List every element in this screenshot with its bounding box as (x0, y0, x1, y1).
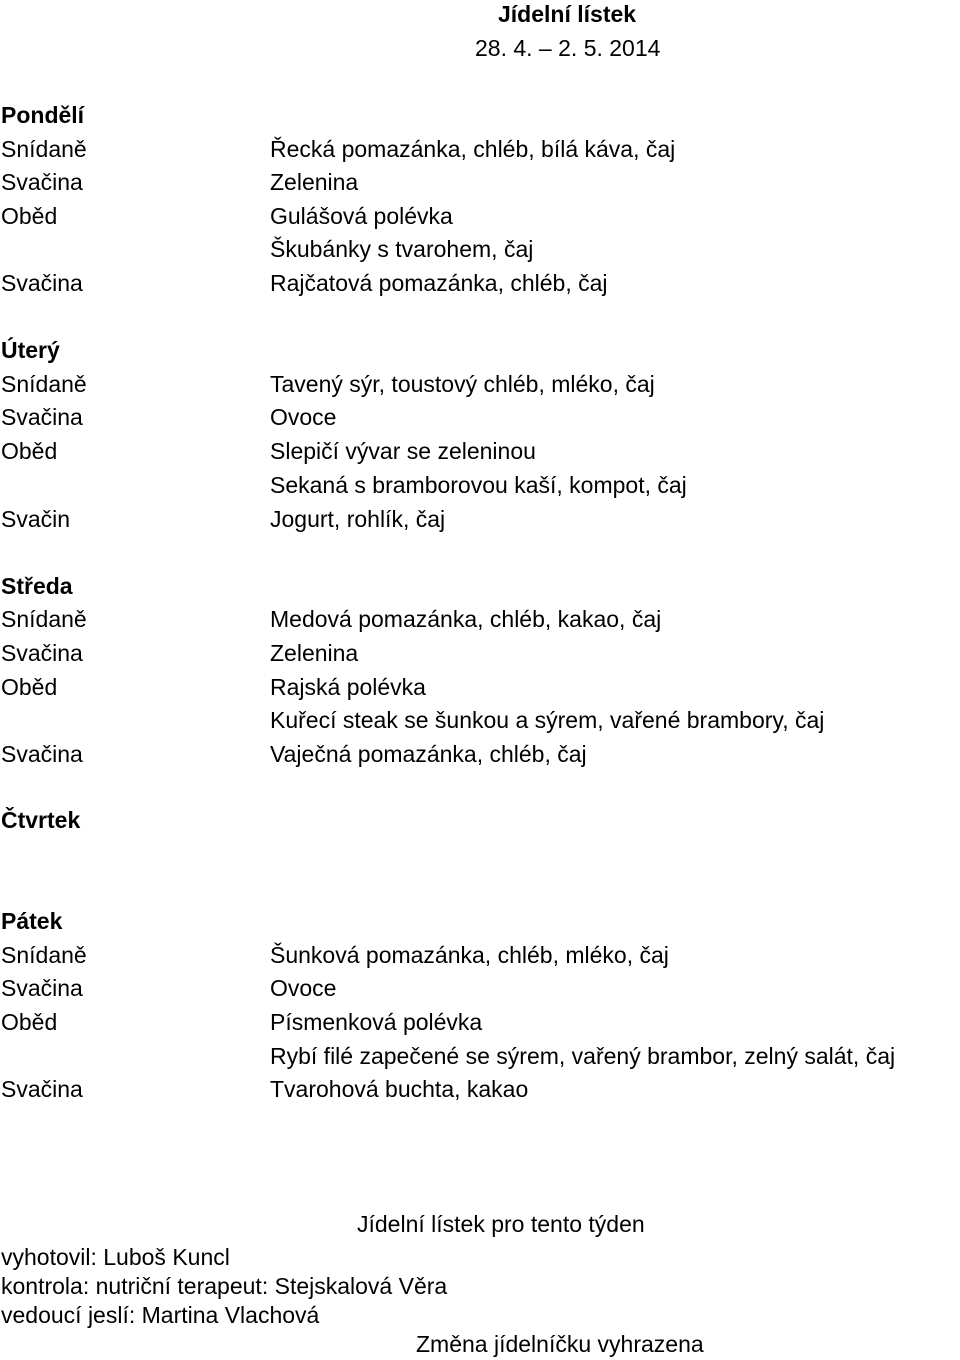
meal-label: Svačin (1, 506, 71, 532)
meal-food: Sekaná s bramborovou kaší, kompot, čaj (270, 472, 687, 498)
meal-food: Škubánky s tvarohem, čaj (270, 236, 534, 262)
checked-by: kontrola: nutriční terapeut: Stejskalová Věra (1, 1273, 448, 1299)
meal-food: Medová pomazánka, chléb, kakao, čaj (270, 606, 662, 632)
meal-label: Svačina (1, 741, 83, 767)
meal-label: Svačina (1, 640, 83, 666)
meal-food: Kuřecí steak se šunkou a sýrem, vařené brambory, čaj (270, 707, 825, 733)
meal-label: Svačina (1, 169, 83, 195)
meal-food: Ovoce (270, 404, 337, 430)
date-range: 28. 4. – 2. 5. 2014 (475, 35, 661, 61)
day-heading-thursday: Čtvrtek (1, 807, 81, 833)
meal-food: Písmenková polévka (270, 1009, 483, 1035)
meal-label: Svačina (1, 270, 83, 296)
day-heading-wednesday: Středa (1, 573, 73, 599)
manager: vedoucí jeslí: Martina Vlachová (1, 1302, 320, 1328)
footer-subtitle: Jídelní lístek pro tento týden (357, 1211, 645, 1237)
page-title: Jídelní lístek (498, 1, 637, 27)
meal-label: Svačina (1, 975, 83, 1001)
meal-label: Oběd (1, 674, 58, 700)
meal-food: Rajčatová pomazánka, chléb, čaj (270, 270, 608, 296)
meal-food: Tavený sýr, toustový chléb, mléko, čaj (270, 371, 655, 397)
meal-food: Jogurt, rohlík, čaj (270, 506, 446, 532)
meal-label: Oběd (1, 438, 58, 464)
day-heading-monday: Pondělí (1, 102, 85, 128)
meal-food: Tvarohová buchta, kakao (270, 1076, 529, 1102)
meal-label: Svačina (1, 404, 83, 430)
meal-label: Snídaně (1, 606, 87, 632)
meal-label: Oběd (1, 203, 58, 229)
meal-food: Slepičí vývar se zeleninou (270, 438, 536, 464)
meal-food: Řecká pomazánka, chléb, bílá káva, čaj (270, 136, 676, 162)
meal-label: Svačina (1, 1076, 83, 1102)
meal-food: Gulášová polévka (270, 203, 453, 229)
meal-label: Snídaně (1, 371, 87, 397)
meal-label: Oběd (1, 1009, 58, 1035)
meal-food: Ovoce (270, 975, 337, 1001)
meal-food: Zelenina (270, 169, 359, 195)
change-note: Změna jídelníčku vyhrazena (416, 1331, 704, 1357)
meal-food: Šunková pomazánka, chléb, mléko, čaj (270, 942, 669, 968)
prepared-by: vyhotovil: Luboš Kuncl (1, 1244, 230, 1270)
meal-label: Snídaně (1, 136, 87, 162)
meal-food: Zelenina (270, 640, 359, 666)
meal-food: Rajská polévka (270, 674, 426, 700)
meal-food: Rybí filé zapečené se sýrem, vařený brambor, zelný salát, čaj (270, 1043, 896, 1069)
day-heading-tuesday: Úterý (1, 337, 60, 363)
meal-label: Snídaně (1, 942, 87, 968)
day-heading-friday: Pátek (1, 908, 63, 934)
meal-food: Vaječná pomazánka, chléb, čaj (270, 741, 587, 767)
